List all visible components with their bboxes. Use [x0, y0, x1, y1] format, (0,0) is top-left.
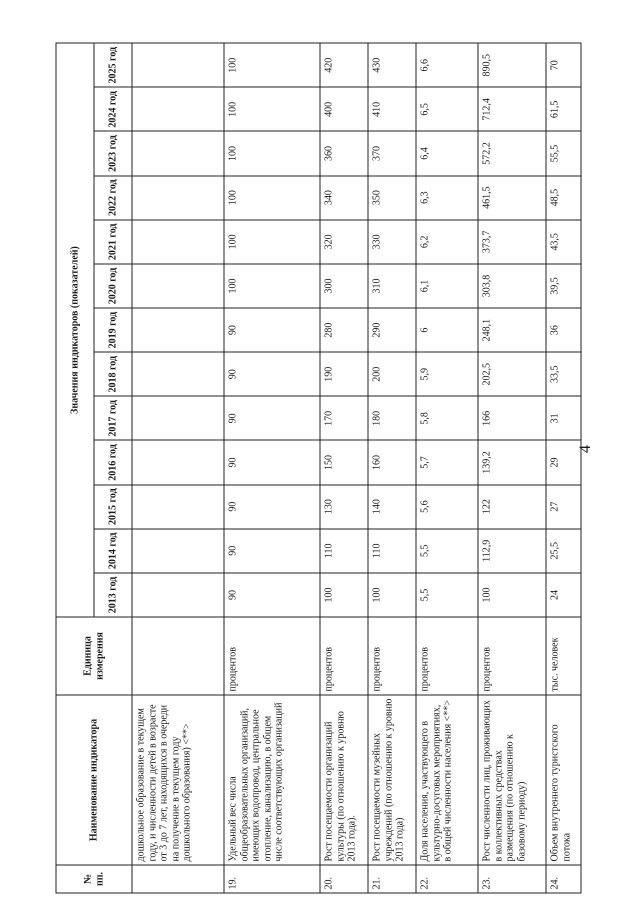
indicator-unit: процентов [224, 617, 320, 695]
indicator-unit [132, 617, 224, 695]
header-year: 2019 год [94, 308, 132, 352]
indicator-value: 25,5 [546, 528, 581, 572]
indicator-value: 33,5 [546, 352, 581, 396]
indicator-table [56, 42, 582, 893]
table-row [546, 43, 581, 893]
indicator-value: 410 [368, 87, 416, 131]
indicator-value [132, 263, 224, 307]
header-unit: Единица измерения [56, 617, 132, 695]
header-year: 2016 год [94, 440, 132, 484]
indicator-value: 5,5 [416, 572, 478, 616]
indicator-value: 6,4 [416, 131, 478, 175]
row-number: 23. [478, 865, 546, 893]
indicator-value: 330 [368, 219, 416, 263]
indicator-value: 150 [320, 440, 368, 484]
indicator-unit: процентов [320, 617, 368, 695]
indicator-value: 5,6 [416, 484, 478, 528]
indicator-value: 166 [478, 396, 546, 440]
indicator-value [132, 396, 224, 440]
indicator-value: 100 [224, 43, 320, 87]
indicator-name: Рост посещаемости организаций культуры (по отношению к уровню 2013 года). [320, 695, 368, 865]
indicator-value: 130 [320, 484, 368, 528]
row-number: 24. [546, 865, 581, 893]
indicator-value: 190 [320, 352, 368, 396]
table-row [368, 43, 416, 893]
indicator-value: 248,1 [478, 308, 546, 352]
indicator-value: 100 [224, 87, 320, 131]
indicator-value: 320 [320, 219, 368, 263]
indicator-value: 300 [320, 263, 368, 307]
indicator-value: 43,5 [546, 219, 581, 263]
header-year: 2018 год [94, 352, 132, 396]
indicator-value: 6,6 [416, 43, 478, 87]
indicator-value: 6,2 [416, 219, 478, 263]
indicator-name: Объем внутреннего туристского потока [546, 695, 581, 865]
table-row [132, 43, 224, 893]
indicator-unit: процентов [368, 617, 416, 695]
indicator-value: 90 [224, 572, 320, 616]
indicator-value: 373,7 [478, 219, 546, 263]
indicator-value: 140 [368, 484, 416, 528]
indicator-value: 6 [416, 308, 478, 352]
indicator-value: 202,5 [478, 352, 546, 396]
indicator-value: 100 [368, 572, 416, 616]
indicator-value: 70 [546, 43, 581, 87]
header-name: Наименование индикатора [56, 695, 132, 865]
indicator-value: 100 [224, 263, 320, 307]
indicator-unit: процентов [416, 617, 478, 695]
row-number: 20. [320, 865, 368, 893]
indicator-value: 420 [320, 43, 368, 87]
indicator-value: 170 [320, 396, 368, 440]
indicator-value: 55,5 [546, 131, 581, 175]
indicator-table-sheet [56, 43, 581, 893]
indicator-value: 90 [224, 440, 320, 484]
indicator-value: 280 [320, 308, 368, 352]
indicator-name: Рост посещаемости музейных учреждений (по отношению к уровню 2013 года) [368, 695, 416, 865]
row-number [132, 865, 224, 893]
header-year: 2017 год [94, 396, 132, 440]
indicator-value: 27 [546, 484, 581, 528]
indicator-value: 5,5 [416, 528, 478, 572]
indicator-value: 890,5 [478, 43, 546, 87]
indicator-value: 100 [224, 219, 320, 263]
indicator-value: 310 [368, 263, 416, 307]
indicator-value: 6,3 [416, 175, 478, 219]
indicator-value: 461,5 [478, 175, 546, 219]
indicator-value: 31 [546, 396, 581, 440]
header-year: 2023 год [94, 131, 132, 175]
indicator-name: Рост численности лиц, проживающих в коллективных средствах размещения (по отношению к базовому периоду) [478, 695, 546, 865]
indicator-value: 90 [224, 308, 320, 352]
indicator-name: Доля населения, участвующего в культурно-досуговых мероприятиях, в общей численности населения <**> [416, 695, 478, 865]
indicator-value: 112,9 [478, 528, 546, 572]
indicator-unit: тыс. человек [546, 617, 581, 695]
indicator-value: 110 [368, 528, 416, 572]
indicator-value: 100 [478, 572, 546, 616]
header-year: 2014 год [94, 528, 132, 572]
indicator-value: 180 [368, 396, 416, 440]
indicator-unit: процентов [478, 617, 546, 695]
indicator-value: 122 [478, 484, 546, 528]
indicator-value: 290 [368, 308, 416, 352]
indicator-value: 712,4 [478, 87, 546, 131]
header-year: 2013 год [94, 572, 132, 616]
indicator-value: 200 [368, 352, 416, 396]
indicator-value: 90 [224, 352, 320, 396]
indicator-value [132, 43, 224, 87]
header-num: № пп. [56, 865, 132, 893]
indicator-value: 340 [320, 175, 368, 219]
table-row [224, 43, 320, 893]
indicator-value [132, 484, 224, 528]
indicator-value: 400 [320, 87, 368, 131]
header-year: 2021 год [94, 219, 132, 263]
indicator-value: 90 [224, 396, 320, 440]
indicator-value: 5,7 [416, 440, 478, 484]
indicator-value: 29 [546, 440, 581, 484]
indicator-name: дошкольное образование в текущем году, и численности детей в возрасте от 3 до 7 лет, находящихся в очереди на получение в текущем году дошкольного образования) <**> [132, 695, 224, 865]
indicator-value: 110 [320, 528, 368, 572]
table-row [320, 43, 368, 893]
table-row [416, 43, 478, 893]
indicator-value: 90 [224, 528, 320, 572]
indicator-value: 48,5 [546, 175, 581, 219]
indicator-value: 572,2 [478, 131, 546, 175]
indicator-value [132, 219, 224, 263]
indicator-value: 350 [368, 175, 416, 219]
header-year: 2015 год [94, 484, 132, 528]
indicator-value [132, 528, 224, 572]
indicator-value: 61,5 [546, 87, 581, 131]
indicator-value: 100 [320, 572, 368, 616]
indicator-value: 5,8 [416, 396, 478, 440]
indicator-name: Удельный вес числа общеобразовательных организаций, имеющих водопровод, центральное отопление, канализацию, в общем числе соответствующих организаций [224, 695, 320, 865]
indicator-value [132, 131, 224, 175]
indicator-value: 139,2 [478, 440, 546, 484]
row-number: 19. [224, 865, 320, 893]
row-number: 22. [416, 865, 478, 893]
header-values: Значения индикаторов (показателей) [56, 43, 94, 617]
header-year: 2022 год [94, 175, 132, 219]
header-year: 2024 год [94, 87, 132, 131]
indicator-value: 39,5 [546, 263, 581, 307]
indicator-value: 36 [546, 308, 581, 352]
indicator-value [132, 352, 224, 396]
indicator-value: 100 [224, 131, 320, 175]
indicator-value: 5,9 [416, 352, 478, 396]
indicator-value: 160 [368, 440, 416, 484]
indicator-value: 100 [224, 175, 320, 219]
indicator-value: 6,5 [416, 87, 478, 131]
indicator-value [132, 440, 224, 484]
indicator-value: 24 [546, 572, 581, 616]
row-number: 21. [368, 865, 416, 893]
indicator-value: 360 [320, 131, 368, 175]
indicator-value: 303,8 [478, 263, 546, 307]
header-year: 2025 год [94, 43, 132, 87]
indicator-value [132, 308, 224, 352]
indicator-value [132, 175, 224, 219]
table-row [478, 43, 546, 893]
page-number: 4 [577, 445, 594, 453]
indicator-value: 90 [224, 484, 320, 528]
indicator-value: 430 [368, 43, 416, 87]
header-year: 2020 год [94, 263, 132, 307]
indicator-value [132, 87, 224, 131]
indicator-value: 6,1 [416, 263, 478, 307]
indicator-value: 370 [368, 131, 416, 175]
indicator-value [132, 572, 224, 616]
